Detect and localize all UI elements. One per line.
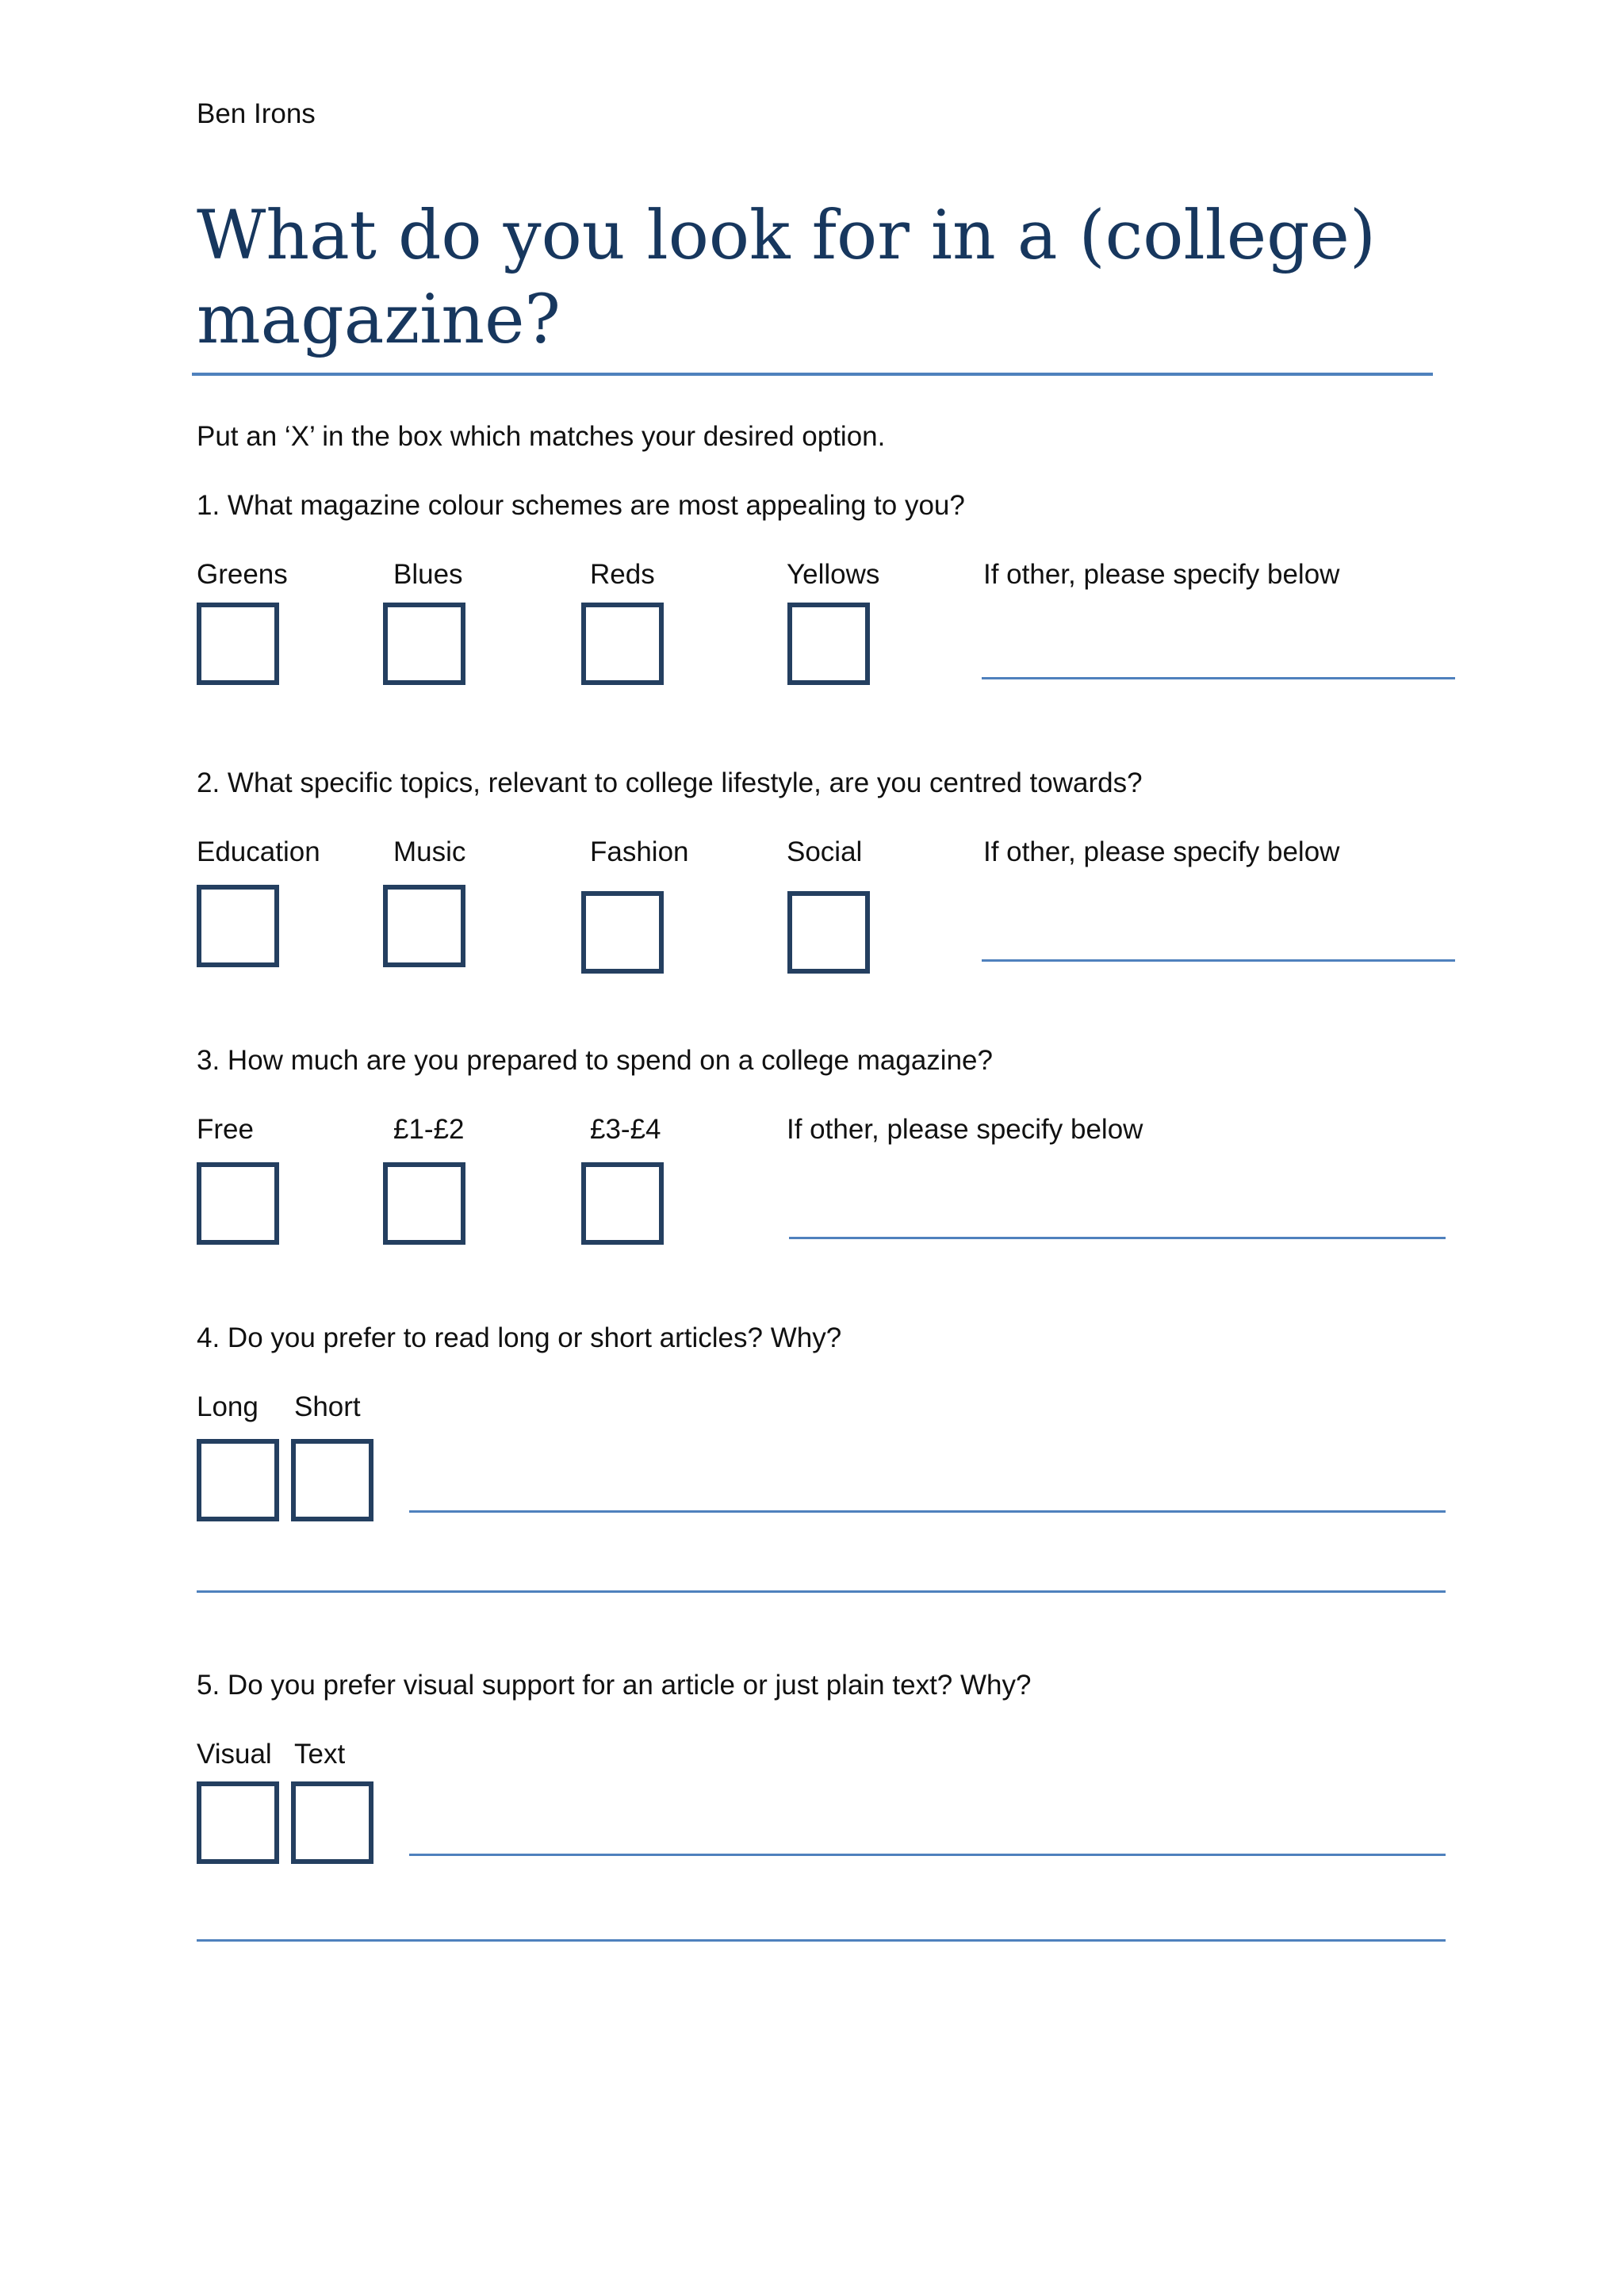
- q3-other-label: If other, please specify below: [787, 1114, 1143, 1145]
- q4-option-label-long: Long: [197, 1391, 259, 1422]
- q3-option-label-free: Free: [197, 1114, 254, 1145]
- q1-option-label-yellows: Yellows: [787, 559, 880, 590]
- question-5-text: 5. Do you prefer visual support for an article or just plain text? Why?: [197, 1670, 1032, 1701]
- q2-option-label-music: Music: [393, 836, 466, 867]
- page-title: What do you look for in a (college) magazine?: [197, 197, 1377, 359]
- q3-checkbox-3-4[interactable]: [581, 1162, 664, 1245]
- question-1-text: 1. What magazine colour schemes are most appealing to you?: [197, 490, 965, 521]
- q5-option-label-text: Text: [294, 1739, 346, 1770]
- q1-checkbox-greens[interactable]: [197, 603, 279, 685]
- question-4-text: 4. Do you prefer to read long or short articles? Why?: [197, 1322, 842, 1353]
- q5-checkbox-visual[interactable]: [197, 1781, 279, 1864]
- q3-checkbox-1-2[interactable]: [383, 1162, 465, 1245]
- q1-option-label-reds: Reds: [590, 559, 655, 590]
- q2-checkbox-social[interactable]: [787, 891, 870, 974]
- q1-checkbox-yellows[interactable]: [787, 603, 870, 685]
- q5-reason-line-2[interactable]: [197, 1939, 1446, 1942]
- q2-option-label-education: Education: [197, 836, 320, 867]
- q4-reason-line-1[interactable]: [409, 1510, 1446, 1513]
- question-2-text: 2. What specific topics, relevant to college lifestyle, are you centred towards?: [197, 767, 1143, 798]
- q1-option-label-blues: Blues: [393, 559, 463, 590]
- q1-option-label-greens: Greens: [197, 559, 288, 590]
- q3-other-answer-line[interactable]: [789, 1237, 1446, 1239]
- q4-reason-line-2[interactable]: [197, 1590, 1446, 1593]
- q2-option-label-fashion: Fashion: [590, 836, 689, 867]
- q5-option-label-visual: Visual: [197, 1739, 272, 1770]
- q3-option-label-3-4: £3-£4: [590, 1114, 661, 1145]
- author-name: Ben Irons: [197, 98, 316, 129]
- q2-checkbox-fashion[interactable]: [581, 891, 664, 974]
- title-divider: [192, 373, 1433, 376]
- q1-checkbox-reds[interactable]: [581, 603, 664, 685]
- q2-option-label-social: Social: [787, 836, 863, 867]
- q4-checkbox-long[interactable]: [197, 1439, 279, 1521]
- q1-checkbox-blues[interactable]: [383, 603, 465, 685]
- q5-checkbox-text[interactable]: [291, 1781, 373, 1864]
- q2-checkbox-music[interactable]: [383, 885, 465, 967]
- q5-reason-line-1[interactable]: [409, 1854, 1446, 1856]
- q3-checkbox-free[interactable]: [197, 1162, 279, 1245]
- q1-other-label: If other, please specify below: [983, 559, 1340, 590]
- instruction-text: Put an ‘X’ in the box which matches your desired option.: [197, 421, 886, 452]
- q2-other-label: If other, please specify below: [983, 836, 1340, 867]
- q1-other-answer-line[interactable]: [982, 677, 1455, 679]
- q2-checkbox-education[interactable]: [197, 885, 279, 967]
- question-3-text: 3. How much are you prepared to spend on a college magazine?: [197, 1045, 993, 1076]
- q3-option-label-1-2: £1-£2: [393, 1114, 465, 1145]
- q4-checkbox-short[interactable]: [291, 1439, 373, 1521]
- q4-option-label-short: Short: [294, 1391, 361, 1422]
- q2-other-answer-line[interactable]: [982, 959, 1455, 962]
